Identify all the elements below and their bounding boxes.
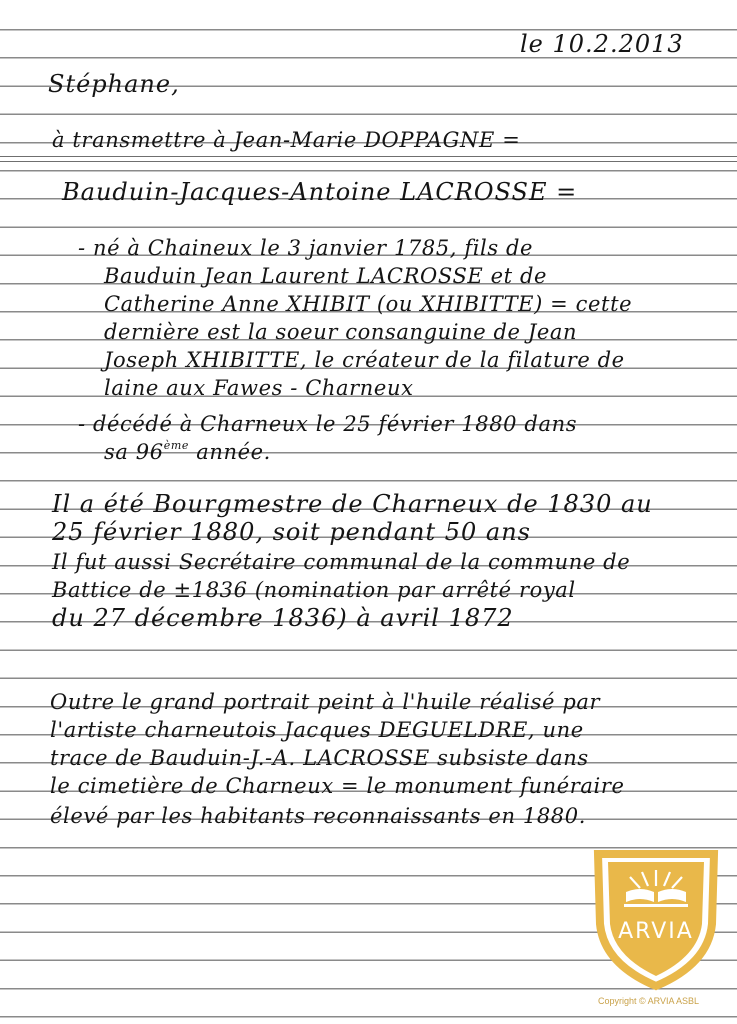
career-line-2: 25 février 1880, soit pendant 50 ans bbox=[52, 518, 531, 546]
birth-line-3: Catherine Anne XHIBIT (ou XHIBITTE) = cette bbox=[104, 292, 633, 316]
copyright-notice: Copyright © ARVIA ASBL bbox=[598, 996, 700, 1006]
birth-line-1: - né à Chaineux le 3 janvier 1785, fils de bbox=[78, 236, 534, 260]
death-line-2-text: sa 96 bbox=[104, 440, 164, 464]
portrait-line-3: trace de Bauduin-J.-A. LACROSSE subsiste dans bbox=[50, 746, 589, 770]
portrait-line-4: le cimetière de Charneux = le monument funéraire bbox=[50, 774, 625, 798]
arvia-logo bbox=[590, 846, 722, 992]
portrait-line-1: Outre le grand portrait peint à l'huile réalisé par bbox=[50, 690, 601, 714]
birth-line-2: Bauduin Jean Laurent LACROSSE et de bbox=[104, 264, 548, 288]
subject-line: Bauduin-Jacques-Antoine LACROSSE = bbox=[62, 178, 578, 206]
career-line-4: Battice de ±1836 (nomination par arrêté royal bbox=[52, 578, 576, 602]
double-rule-divider bbox=[0, 156, 737, 162]
death-line-1: - décédé à Charneux le 25 février 1880 dans bbox=[78, 412, 578, 436]
birth-line-5: Joseph XHIBITTE, le créateur de la filature de bbox=[104, 348, 625, 372]
death-line-2-tail: année. bbox=[188, 440, 271, 464]
transmit-line: à transmettre à Jean-Marie DOPPAGNE = bbox=[52, 128, 521, 152]
career-line-1: Il a été Bourgmestre de Charneux de 1830 au bbox=[52, 490, 653, 518]
salutation: Stéphane, bbox=[48, 70, 180, 98]
portrait-line-5: élevé par les habitants reconnaissants en 1880. bbox=[50, 804, 586, 828]
birth-line-6: laine aux Fawes - Charneux bbox=[104, 376, 414, 400]
letter-date: le 10.2.2013 bbox=[520, 30, 684, 58]
death-line-2 bbox=[104, 438, 271, 470]
logo-wordmark: ARVIA bbox=[618, 919, 694, 944]
birth-line-4: dernière est la soeur consanguine de Jean bbox=[104, 320, 578, 344]
career-line-3: Il fut aussi Secrétaire communal de la commune de bbox=[52, 550, 631, 574]
portrait-line-2: l'artiste charneutois Jacques DEGUELDRE, une bbox=[50, 718, 584, 742]
career-line-5: du 27 décembre 1836) à avril 1872 bbox=[52, 604, 514, 632]
death-line-2-superscript: ème bbox=[163, 439, 189, 452]
